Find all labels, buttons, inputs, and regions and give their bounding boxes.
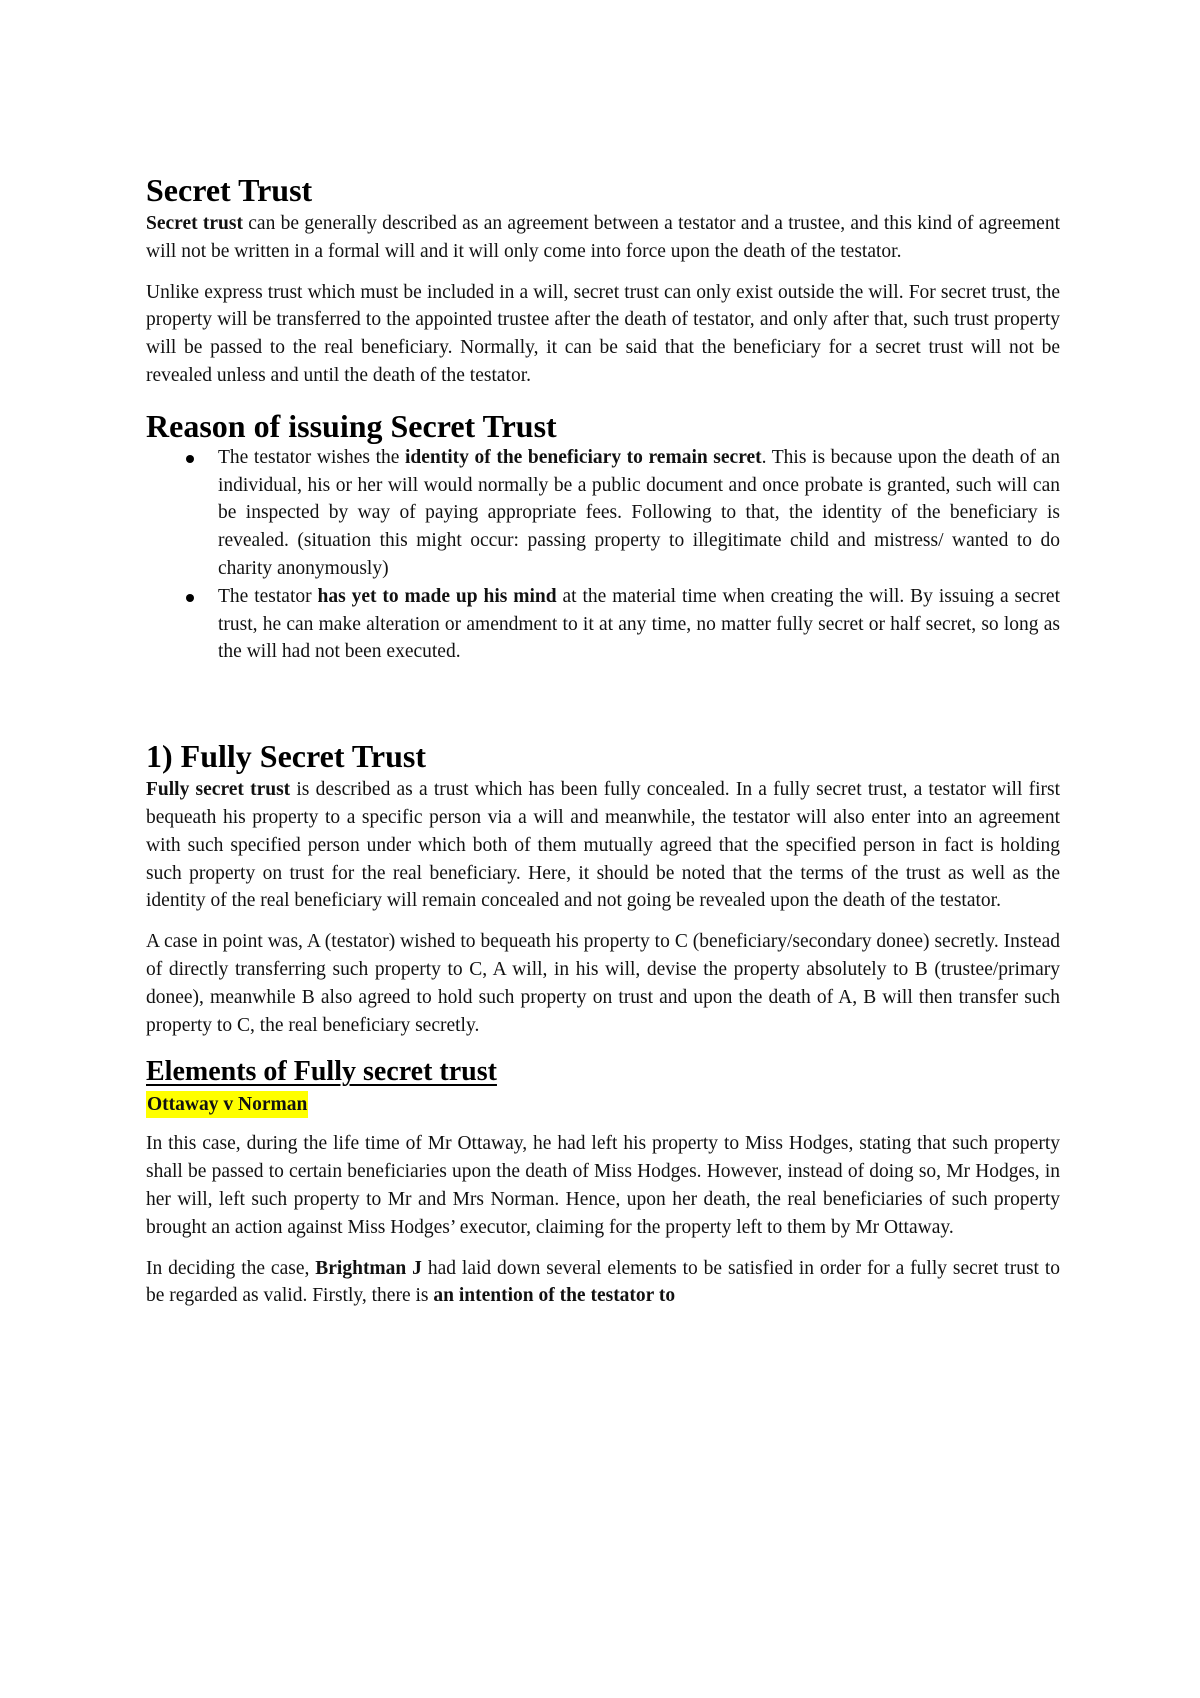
bullet-icon <box>186 594 194 602</box>
case-paragraph-1: In this case, during the life time of Mr Ottaway, he had left his property to Miss Hodges, stating that such property shall be passed to certain beneficiaries upon the death of Miss Hodges. However, instead of doing so, Mr Hodges, in her will, left such property to Mr and Mrs Norman. Hence, upon her death, the real beneficiaries of such property brought an action against Miss Hodges’ executor, claiming for the property left to them by Mr Ottaway. <box>146 1133 1060 1238</box>
intro-paragraph-2: Unlike express trust which must be included in a will, secret trust can only exist outside the will. For secret trust, the property will be transferred to the appointed trustee after the death of testator, and only after that, such trust property will be passed to the real beneficiary. Normally, it can be said that the beneficiary for a secret trust will not be revealed unless and until the death of the testator. <box>146 281 1060 386</box>
elements-heading: Elements of Fully secret trust <box>146 1056 497 1088</box>
fully-paragraph-2: A case in point was, A (testator) wished to bequeath his property to C (beneficiary/secondary donee) secretly. Instead of directly transferring such property to C, A will, in his will, devise the property absolutely to B (trustee/primary donee), meanwhile B also agreed to hold such property on trust and upon the death of A, B will then transfer such property to C, the real beneficiary secretly. <box>146 931 1060 1036</box>
fully-term: Fully secret trust <box>146 779 291 801</box>
case-name-wrapper <box>146 1089 1060 1130</box>
bullet-icon <box>186 455 194 463</box>
intro-term: Secret trust <box>146 213 243 234</box>
document-title: Secret Trust <box>146 172 313 208</box>
fully-paragraph-1: Fully secret trust is described as a trust which has been fully concealed. In a fully secret trust, a testator will first bequeath his property to a specific person via a will and meanwhile, the testator will also enter into an agreement with such specified person under which both of them mutually agreed that the specified person in fact is holding such property on trust for the real beneficiary. Here, it should be noted that the terms of the trust as well as the identity of the real beneficiary will remain concealed and not going be revealed upon the death of the testator. <box>146 779 1060 912</box>
reasons-list <box>146 444 1060 666</box>
document-page <box>146 172 1060 1310</box>
reason-item-2: The testator has yet to made up his mind at the material time when creating the will. By issuing a secret trust, he can make alteration or amendment to it at any time, no matter fully secret or half secret, so long as the will had not been executed. <box>146 583 1060 666</box>
fully-secret-heading: 1) Fully Secret Trust <box>146 738 426 775</box>
case-paragraph-2: In deciding the case, Brightman J had laid down several elements to be satisfied in order for a fully secret trust to be regarded as valid. Firstly, there is an intention of the testator to <box>146 1257 1061 1307</box>
intro-paragraph-1: Secret trust can be generally described as an agreement between a testator and a trustee, and this kind of agreement will not be written in a formal will and it will only come into force upon the death of the testator. <box>146 213 1060 262</box>
reason-item-1: The testator wishes the identity of the beneficiary to remain secret. This is because upon the death of an individual, his or her will would normally be a public document and once probate is granted, such will can be inspected by way of paying appropriate fees. Following to that, the identity of the beneficiary is revealed. (situation this might occur: passing property to illegitimate child and mistress/ wanted to do charity anonymously) <box>146 444 1060 583</box>
reasons-heading: Reason of issuing Secret Trust <box>146 407 557 444</box>
case-name-highlight: Ottaway v Norman <box>146 1091 308 1118</box>
